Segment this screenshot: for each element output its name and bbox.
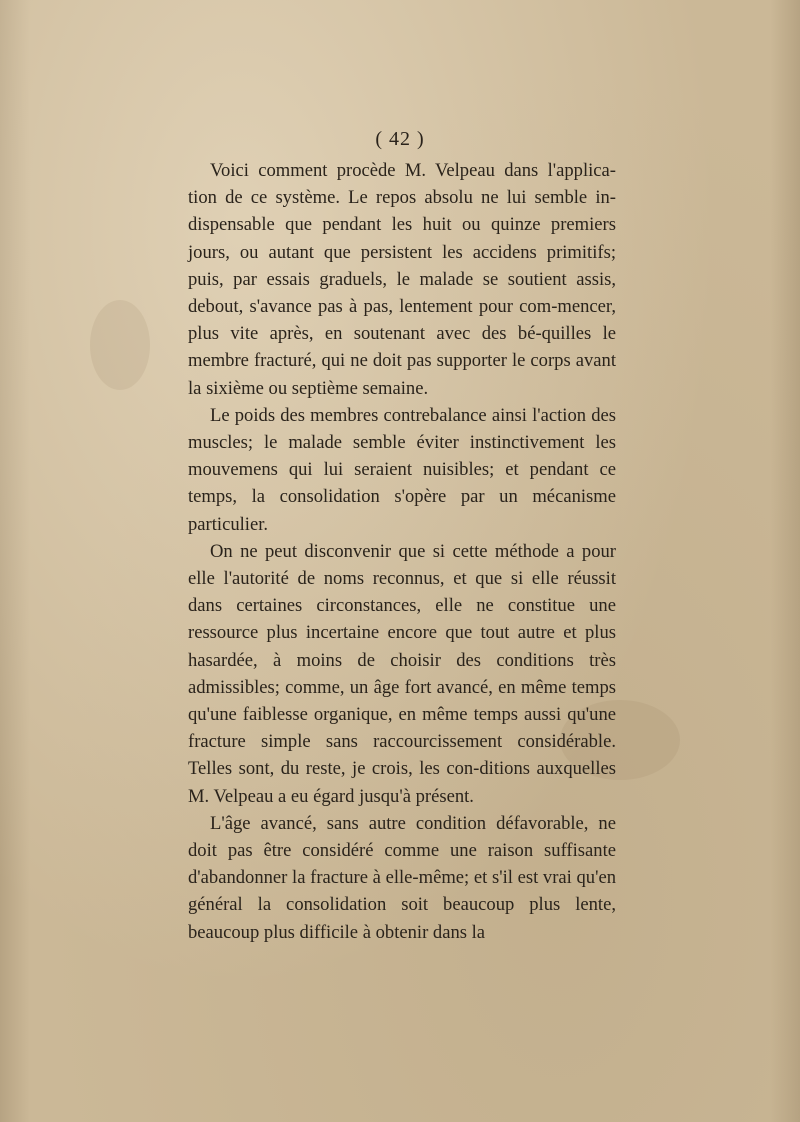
paragraph-3: On ne peut disconvenir que si cette méthode a pour elle l'autorité de noms reconnus, et que si elle réussit dans certaines circonstances, elle ne constitue une ressource plus incertaine encore que tout autre et plus hasardée, à moins de choisir des conditions très admissibles; comme, un âge fort avancé, en même temps qu'une faiblesse organique, en même temps aussi qu'une fracture simple sans raccourcissement considérable. Telles sont, du reste, je crois, les con-ditions auxquelles M. Velpeau a eu égard jusqu'à présent. bbox=[188, 540, 616, 807]
body-text bbox=[188, 157, 616, 946]
paragraph-1: Voici comment procède M. Velpeau dans l'applica-tion de ce système. Le repos absolu ne lui semble in-dispensable que pendant les huit ou quinze premiers jours, ou autant que persistent les accidens primitifs; puis, par essais graduels, le malade se soutient assis, debout, s'avance pas à pas, lentement pour com-mencer, plus vite après, en soutenant avec des bé-quilles le membre fracturé, qui ne doit pas supporter le corps avant la sixième ou septième semaine. bbox=[188, 160, 616, 399]
paragraph-4: L'âge avancé, sans autre condition défavorable, ne doit pas être considéré comme une raison suffisante d'abandonner la fracture à elle-même; et s'il est vrai qu'en général la consolidation soit beaucoup plus lente, beaucoup plus difficile à obtenir dans la bbox=[188, 812, 616, 943]
paper-stain bbox=[90, 300, 150, 390]
paragraph-2: Le poids des membres contrebalance ainsi l'action des muscles; le malade semble éviter instinctivement les mouvemens qui lui seraient nuisibles; et pendant ce temps, la consolidation s'opère par un mécanisme particulier. bbox=[188, 404, 616, 535]
page-number: ( 42 ) bbox=[375, 128, 425, 150]
